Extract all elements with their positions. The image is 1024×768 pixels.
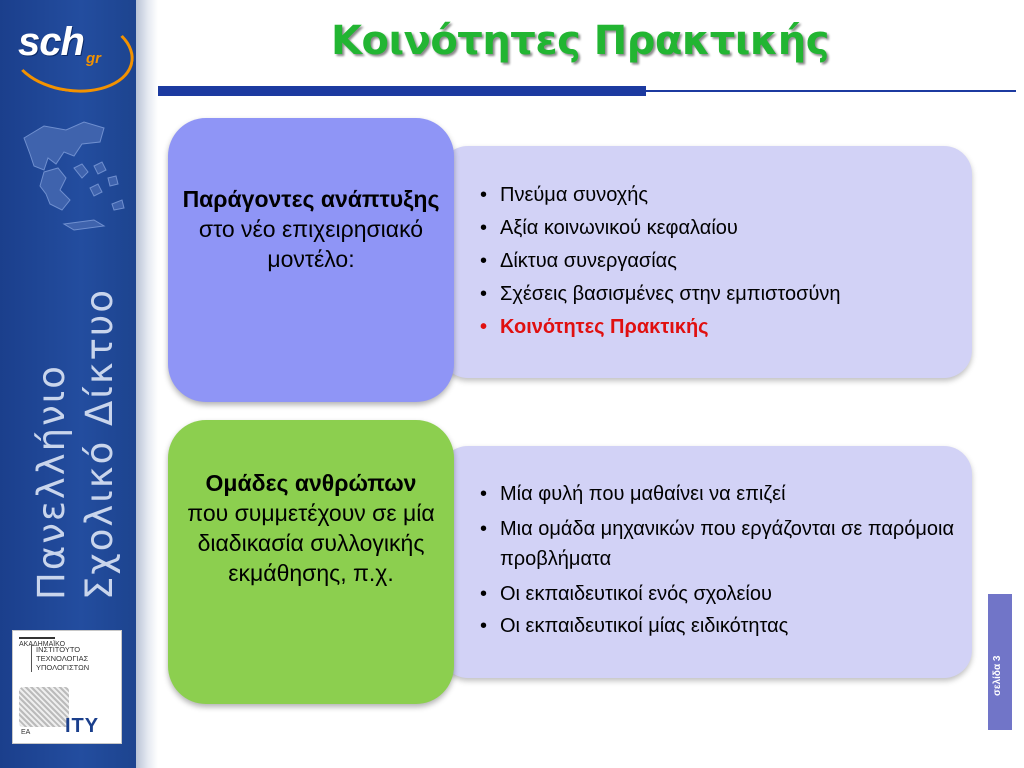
list-item-text: Αξία κοινωνικού κεφαλαίου bbox=[500, 217, 738, 239]
vertical-line-1: Πανελλήνιο bbox=[30, 364, 73, 600]
list-item bbox=[480, 278, 841, 311]
slide-title: Κοινότητες Πρακτικής bbox=[331, 18, 829, 64]
bullet: • bbox=[480, 283, 488, 305]
list-item bbox=[480, 578, 972, 610]
groups-box-text bbox=[178, 468, 444, 588]
factors-list bbox=[480, 179, 841, 344]
list-item bbox=[480, 245, 841, 278]
groups-list bbox=[480, 478, 972, 642]
groups-list-panel bbox=[440, 446, 972, 678]
ity-line-1: ΙΝΣΤΙΤΟΥΤΟ bbox=[36, 645, 81, 654]
list-item-text: Δίκτυα συνεργασίας bbox=[500, 250, 677, 272]
logo-suffix: gr bbox=[86, 50, 101, 67]
factors-list-panel bbox=[440, 146, 972, 378]
ity-line-2: ΤΕΧΝΟΛΟΓΙΑΣ bbox=[36, 654, 89, 663]
factors-box bbox=[168, 118, 454, 402]
sch-logo[interactable] bbox=[8, 14, 132, 94]
list-item-text: Οι εκπαιδευτικοί ενός σχολείου bbox=[500, 583, 772, 605]
list-item-text: Σχέσεις βασισμένες στην εμπιστοσύνη bbox=[500, 283, 841, 305]
page-number-tag bbox=[988, 594, 1012, 730]
factors-box-subtext: στο νέο επιχειρησιακό μοντέλο: bbox=[198, 216, 424, 272]
list-item bbox=[480, 610, 972, 642]
groups-box-heading: Ομάδες ανθρώπων bbox=[205, 470, 417, 496]
vertical-line-2: Σχολικό Δίκτυο bbox=[78, 288, 121, 600]
title-rule-thin bbox=[646, 90, 1016, 92]
list-item bbox=[480, 179, 841, 212]
list-item-text: Μια ομάδα μηχανικών που εργάζονται σε παρόμοια προβλήματα bbox=[500, 518, 955, 570]
groups-box-subtext: που συμμετέχουν σε μία διαδικασία συλλογικής εκμάθησης, π.χ. bbox=[187, 500, 435, 586]
sidebar bbox=[0, 0, 136, 768]
list-item-text: Μία φυλή που μαθαίνει να επιζεί bbox=[500, 483, 786, 505]
list-item bbox=[480, 478, 972, 510]
ity-institute-name bbox=[31, 645, 116, 672]
ity-small-label: ΑΚΑΔΗΜΑΪΚΟ bbox=[19, 641, 66, 648]
factors-box-text bbox=[178, 184, 444, 274]
list-item-text: Κοινότητες Πρακτικής bbox=[500, 316, 709, 338]
groups-box bbox=[168, 420, 454, 704]
ity-wordmark: ΙΤΥ bbox=[65, 715, 100, 737]
ity-logo[interactable] bbox=[12, 630, 122, 744]
bullet: • bbox=[480, 518, 488, 540]
bullet: • bbox=[480, 583, 488, 605]
bullet: • bbox=[480, 483, 488, 505]
page-number-label: σελίδα 3 bbox=[992, 655, 1003, 696]
bullet: • bbox=[480, 316, 488, 338]
logo-text: sch bbox=[18, 20, 84, 64]
bullet: • bbox=[480, 184, 488, 206]
sidebar-shadow bbox=[136, 0, 158, 768]
list-item-text: Οι εκπαιδευτικοί μίας ειδικότητας bbox=[500, 615, 789, 637]
ity-line-3: ΥΠΟΛΟΓΙΣΤΩΝ bbox=[36, 663, 90, 672]
list-item bbox=[480, 212, 841, 245]
bullet: • bbox=[480, 250, 488, 272]
vertical-network-name bbox=[28, 288, 124, 600]
greece-map-icon bbox=[4, 108, 134, 238]
bullet: • bbox=[480, 217, 488, 239]
title-rule-thick bbox=[158, 86, 646, 96]
ity-ea-label: ΕΑ bbox=[21, 729, 31, 736]
list-item bbox=[480, 514, 972, 574]
list-item-text: Πνεύμα συνοχής bbox=[500, 184, 649, 206]
bullet: • bbox=[480, 615, 488, 637]
factors-box-heading: Παράγοντες ανάπτυξης bbox=[182, 186, 440, 212]
ity-emblem-icon bbox=[19, 687, 69, 727]
ity-bar bbox=[19, 637, 55, 639]
list-item-highlight bbox=[480, 311, 841, 344]
